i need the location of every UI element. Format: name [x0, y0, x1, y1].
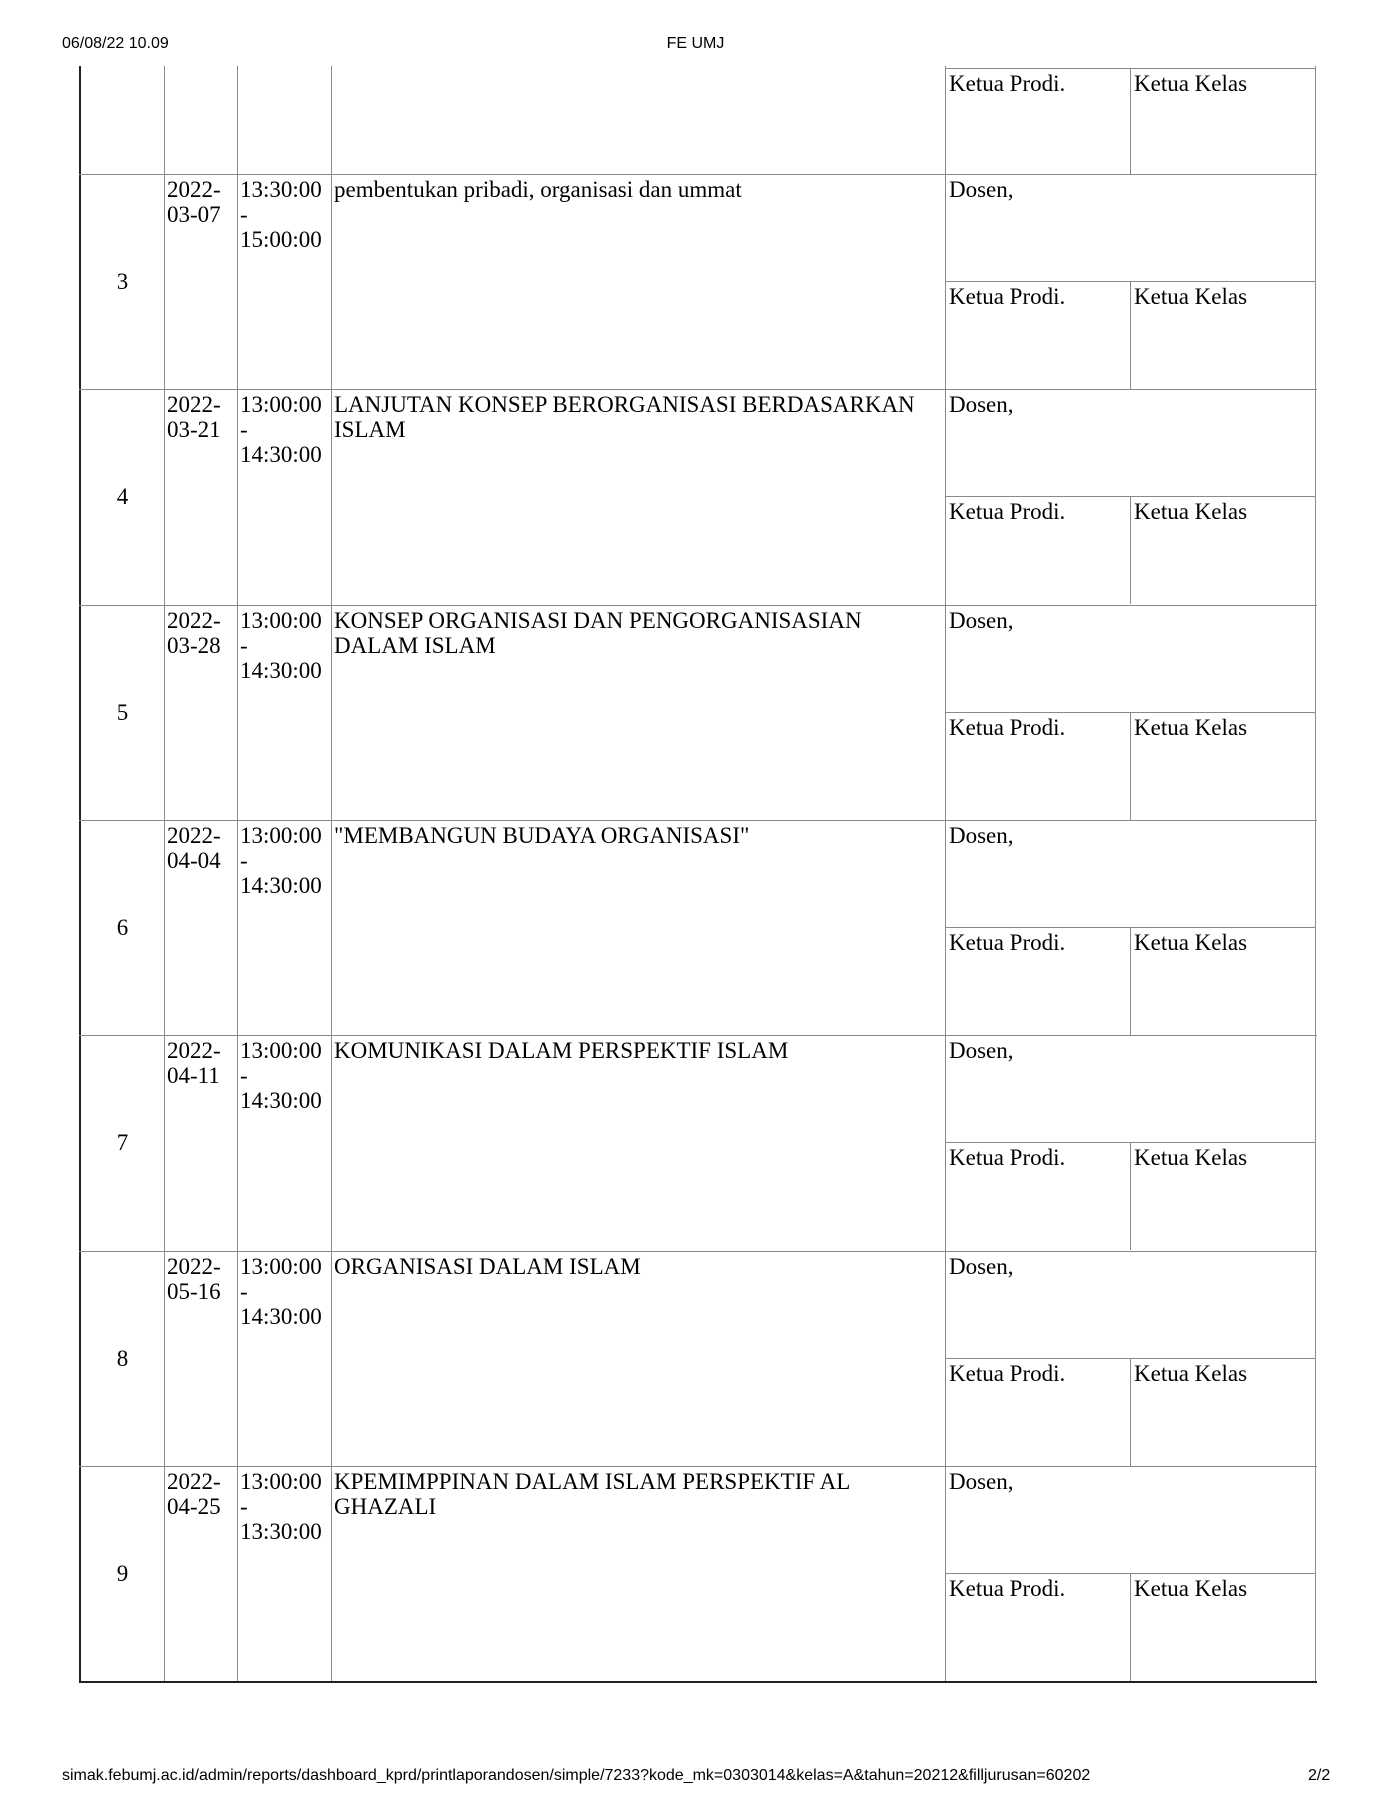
dosen-signature-label: Dosen,: [949, 1254, 1014, 1279]
ketua-prodi-signature-label: Ketua Prodi.: [949, 499, 1066, 524]
session-time-start: 13:00:00: [240, 1254, 322, 1279]
ketua-kelas-signature-label: Ketua Kelas: [1134, 715, 1248, 740]
signature-divider: [1130, 1358, 1131, 1466]
session-time-dash: -: [240, 417, 248, 442]
dosen-signature-label: Dosen,: [949, 823, 1014, 848]
ketua-kelas-signature-label: Ketua Kelas: [1134, 284, 1248, 309]
partial-ketua-kelas-label: Ketua Kelas: [1134, 71, 1248, 96]
session-date: [167, 823, 221, 873]
ketua-kelas-signature-label: Ketua Kelas: [1134, 930, 1248, 955]
ketua-prodi-signature-label: Ketua Prodi.: [949, 1576, 1066, 1601]
ketua-prodi-signature-label: Ketua Prodi.: [949, 715, 1066, 740]
session-time: [240, 608, 322, 683]
session-time-end: 14:30:00: [240, 1088, 322, 1113]
session-time-start: 13:00:00: [240, 823, 322, 848]
row-separator: [79, 389, 1317, 390]
session-date-year: 2022-: [167, 823, 221, 848]
session-time: [240, 1469, 322, 1544]
session-date: [167, 392, 221, 442]
dosen-signature-label: Dosen,: [949, 392, 1014, 417]
session-number: 7: [116, 1130, 129, 1155]
session-date-month-day: 04-25: [167, 1494, 221, 1519]
session-time-dash: -: [240, 1279, 248, 1304]
session-date-month-day: 03-21: [167, 417, 221, 442]
session-topic: KOMUNIKASI DALAM PERSPEKTIF ISLAM: [334, 1038, 789, 1063]
table-bottom-border: [79, 1681, 1317, 1683]
session-time-dash: -: [240, 633, 248, 658]
session-time-end: 14:30:00: [240, 442, 322, 467]
print-date: 06/08/22 10.09: [62, 35, 169, 52]
session-time-end: 15:00:00: [240, 227, 322, 252]
print-header-title: FE UMJ: [666, 35, 725, 52]
dosen-signature-label: Dosen,: [949, 177, 1014, 202]
session-date-month-day: 03-07: [167, 202, 221, 227]
ketua-prodi-signature-label: Ketua Prodi.: [949, 284, 1066, 309]
session-time-dash: -: [240, 848, 248, 873]
table-right-border: [1315, 66, 1316, 1681]
print-footer-url: simak.febumj.ac.id/admin/reports/dashboard_kprd/printlaporandosen/simple/7233?kode_mk=0303014&kelas=A&tahun=20212&filljurusan=60202: [62, 1767, 1091, 1784]
column-divider-date: [164, 66, 165, 1681]
session-date: [167, 177, 221, 227]
session-time-dash: -: [240, 1494, 248, 1519]
session-time-start: 13:00:00: [240, 608, 322, 633]
session-date: [167, 1469, 221, 1519]
row-separator: [79, 605, 1317, 606]
ketua-prodi-signature-label: Ketua Prodi.: [949, 930, 1066, 955]
signature-divider: [1130, 281, 1131, 389]
session-number: 5: [116, 700, 129, 725]
session-time-end: 13:30:00: [240, 1519, 322, 1544]
signature-divider: [1130, 712, 1131, 820]
session-time-dash: -: [240, 202, 248, 227]
session-date: [167, 608, 221, 658]
session-topic: LANJUTAN KONSEP BERORGANISASI BERDASARKAN ISLAM: [334, 392, 915, 442]
row-separator: [79, 820, 1317, 821]
column-divider-signature: [945, 66, 946, 1681]
table-left-border: [79, 66, 81, 1681]
session-topic: KONSEP ORGANISASI DAN PENGORGANISASIAN DALAM ISLAM: [334, 608, 862, 658]
column-divider-topic: [331, 66, 332, 1681]
page-number: 2/2: [1308, 1767, 1331, 1784]
dosen-signature-label: Dosen,: [949, 608, 1014, 633]
ketua-kelas-signature-label: Ketua Kelas: [1134, 1145, 1248, 1170]
row-separator: [79, 174, 1317, 175]
session-date-month-day: 05-16: [167, 1279, 221, 1304]
partial-row-sig-divider: [1130, 68, 1131, 174]
signature-divider: [1130, 1573, 1131, 1681]
session-date: [167, 1038, 221, 1088]
row-separator: [79, 1035, 1317, 1036]
ketua-kelas-signature-label: Ketua Kelas: [1134, 499, 1248, 524]
ketua-prodi-signature-label: Ketua Prodi.: [949, 1145, 1066, 1170]
session-topic: "MEMBANGUN BUDAYA ORGANISASI": [334, 823, 750, 848]
session-topic: KPEMIMPPINAN DALAM ISLAM PERSPEKTIF AL GHAZALI: [334, 1469, 850, 1519]
session-time: [240, 1254, 322, 1329]
session-time-end: 14:30:00: [240, 873, 322, 898]
session-time: [240, 823, 322, 898]
dosen-signature-label: Dosen,: [949, 1469, 1014, 1494]
session-time-dash: -: [240, 1063, 248, 1088]
session-date-month-day: 04-04: [167, 848, 221, 873]
signature-divider: [1130, 927, 1131, 1035]
dosen-signature-label: Dosen,: [949, 1038, 1014, 1063]
session-date-year: 2022-: [167, 392, 221, 417]
partial-ketua-prodi-label: Ketua Prodi.: [949, 71, 1066, 96]
session-number: 4: [116, 484, 129, 509]
attendance-table: [79, 66, 1317, 1683]
ketua-kelas-signature-label: Ketua Kelas: [1134, 1361, 1248, 1386]
session-date-year: 2022-: [167, 608, 221, 633]
session-time: [240, 392, 322, 467]
session-time: [240, 177, 322, 252]
ketua-prodi-signature-label: Ketua Prodi.: [949, 1361, 1066, 1386]
session-number: 3: [116, 269, 129, 294]
session-time-start: 13:00:00: [240, 1038, 322, 1063]
session-topic: ORGANISASI DALAM ISLAM: [334, 1254, 641, 1279]
session-time-start: 13:00:00: [240, 392, 322, 417]
signature-divider: [1130, 1142, 1131, 1250]
session-date-month-day: 04-11: [167, 1063, 220, 1088]
session-time-end: 14:30:00: [240, 1304, 322, 1329]
ketua-kelas-signature-label: Ketua Kelas: [1134, 1576, 1248, 1601]
session-date-year: 2022-: [167, 1038, 221, 1063]
session-date: [167, 1254, 221, 1304]
session-time-start: 13:00:00: [240, 1469, 322, 1494]
column-divider-time: [237, 66, 238, 1681]
session-time-end: 14:30:00: [240, 658, 322, 683]
session-date-year: 2022-: [167, 1469, 221, 1494]
session-number: 6: [116, 915, 129, 940]
session-time: [240, 1038, 322, 1113]
session-topic: pembentukan pribadi, organisasi dan ummat: [334, 177, 742, 202]
session-date-year: 2022-: [167, 177, 221, 202]
row-separator: [79, 1251, 1317, 1252]
session-time-start: 13:30:00: [240, 177, 322, 202]
signature-divider: [1130, 496, 1131, 604]
session-number: 9: [116, 1561, 129, 1586]
session-number: 8: [116, 1346, 129, 1371]
session-date-month-day: 03-28: [167, 633, 221, 658]
session-date-year: 2022-: [167, 1254, 221, 1279]
row-separator: [79, 1466, 1317, 1467]
